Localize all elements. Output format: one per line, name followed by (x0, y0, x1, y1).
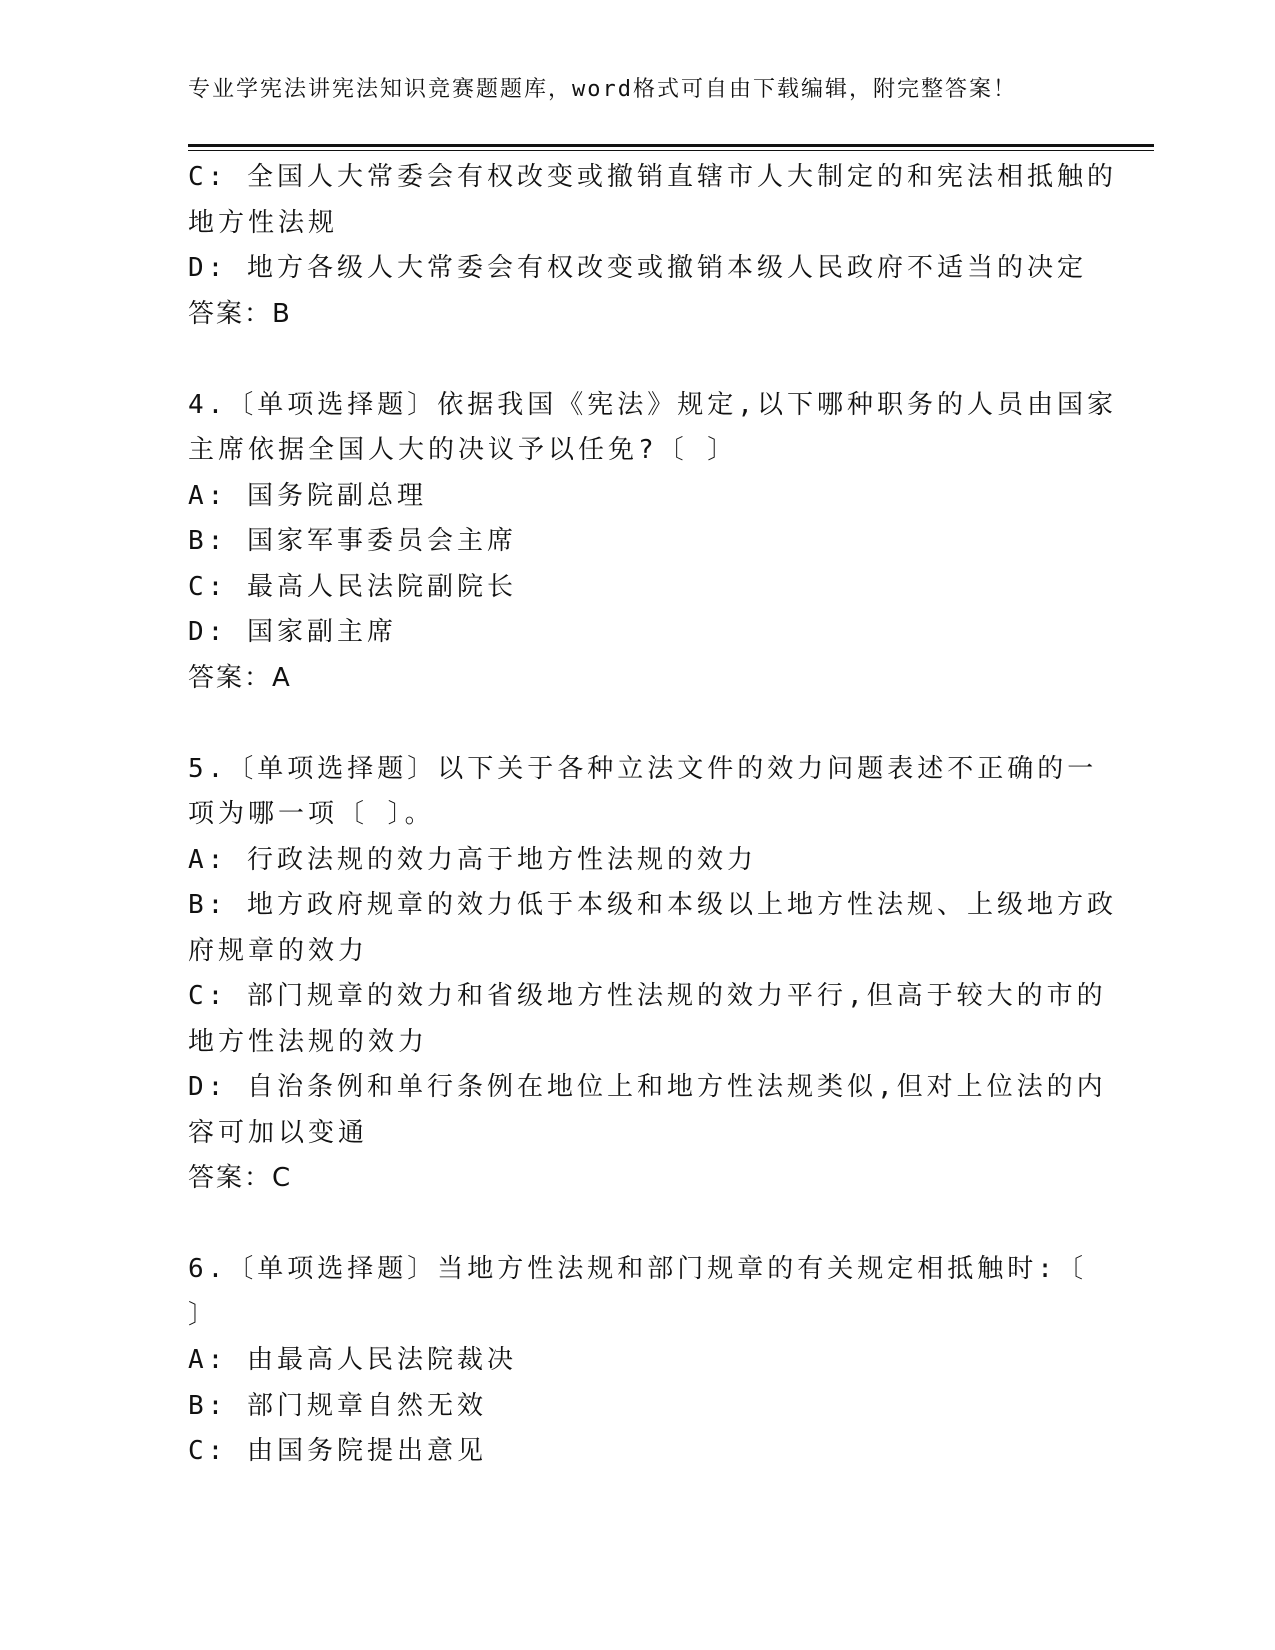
page-header: 专业学宪法讲宪法知识竞赛题题库，word格式可自由下载编辑，附完整答案！ (188, 77, 1017, 102)
question-line: 主席依据全国人大的决议予以任免?〔 〕 (188, 435, 738, 465)
question-line: C: 由国务院提出意见 (188, 1436, 487, 1466)
question-line: A: 国务院副总理 (188, 480, 427, 511)
question-line: 5.〔单项选择题〕以下关于各种立法文件的效力问题表述不正确的一 (188, 753, 1098, 784)
header-rule-thick (188, 144, 1154, 147)
question-line: 府规章的效力 (188, 935, 369, 966)
question-block (188, 155, 1117, 337)
question-content (188, 155, 1117, 1475)
question-line: A: 由最高人民法院裁决 (188, 1345, 517, 1375)
question-line: C: 部门规章的效力和省级地方性法规的效力平行,但高于较大的市的 (188, 981, 1107, 1011)
question-block (188, 747, 1117, 1202)
question-block (188, 383, 1117, 702)
question-line: A: 行政法规的效力高于地方性法规的效力 (188, 844, 757, 875)
question-line: 项为哪一项〔 〕。 (188, 799, 435, 829)
question-line: D: 地方各级人大常委会有权改变或撤销本级人民政府不适当的决定 (188, 253, 1087, 283)
question-line: B: 部门规章自然无效 (188, 1390, 487, 1421)
question-line: D: 国家副主席 (188, 617, 397, 647)
question-line: 4.〔单项选择题〕依据我国《宪法》规定,以下哪种职务的人员由国家 (188, 389, 1117, 420)
question-block (188, 1247, 1087, 1475)
answer-line: 答案：C (188, 1163, 293, 1193)
question-line: 6.〔单项选择题〕当地方性法规和部门规章的有关规定相抵触时:〔 (188, 1254, 1087, 1284)
question-line: B: 地方政府规章的效力低于本级和本级以上地方性法规、上级地方政 (188, 890, 1117, 920)
answer-line: 答案：B (188, 298, 292, 329)
question-line: 〕 (188, 1299, 219, 1330)
question-line: D: 自治条例和单行条例在地位上和地方性法规类似,但对上位法的内 (188, 1072, 1107, 1102)
answer-line: 答案：A (188, 662, 292, 693)
question-line: 地方性法规的效力 (188, 1026, 429, 1057)
question-line: B: 国家军事委员会主席 (188, 526, 517, 556)
header-rule-thin (188, 150, 1154, 151)
question-line: C: 最高人民法院副院长 (188, 571, 517, 602)
question-line: 容可加以变通 (188, 1117, 369, 1148)
question-line: 地方性法规 (188, 207, 339, 238)
question-line: C: 全国人大常委会有权改变或撤销直辖市人大制定的和宪法相抵触的 (188, 162, 1117, 192)
